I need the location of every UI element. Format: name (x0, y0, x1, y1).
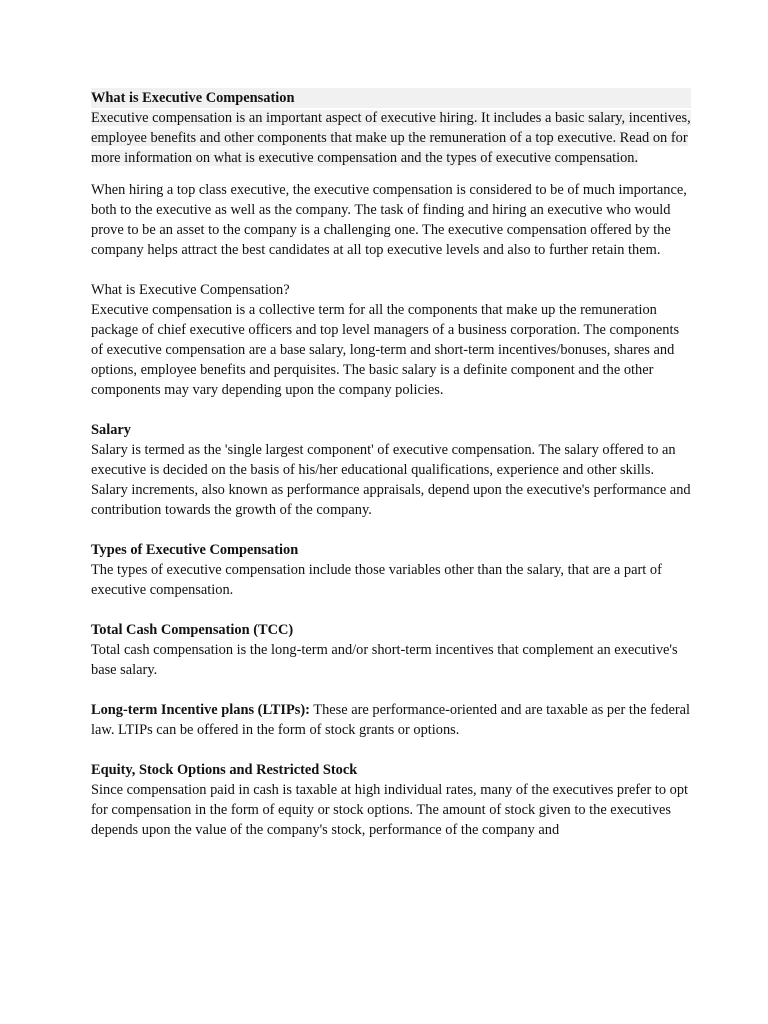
salary-section (91, 420, 691, 520)
intro-section (91, 88, 691, 168)
types-text: The types of executive compensation include those variables other than the salary, that are a part of executive compensation. (91, 562, 662, 598)
tcc-section (91, 620, 691, 680)
equity-heading: Equity, Stock Options and Restricted Stock (91, 762, 358, 778)
ltip-section (91, 700, 691, 740)
definition-section (91, 280, 691, 400)
ltip-text: These are performance-oriented and are taxable as per the federal law. LTIPs can be offered in the form of stock grants or options. (91, 702, 691, 738)
hiring-paragraph: When hiring a top class executive, the executive compensation is considered to be of much importance, both to the executive as well as the company. The task of finding and hiring an executive who would prove to be an asset to the company is a challenging one. The executive compensation offered by the company helps attract the best candidates at all top executive levels and also to further retain them. (91, 182, 687, 258)
tcc-text: Total cash compensation is the long-term and/or short-term incentives that complement an executive's base salary. (91, 642, 678, 678)
salary-heading: Salary (91, 422, 131, 438)
types-section (91, 540, 691, 600)
document-page (91, 88, 691, 840)
definition-question: What is Executive Compensation? (91, 282, 290, 298)
tcc-heading: Total Cash Compensation (TCC) (91, 622, 294, 638)
ltip-heading: Long-term Incentive plans (LTIPs): (91, 702, 310, 718)
equity-text: Since compensation paid in cash is taxable at high individual rates, many of the executives prefer to opt for compensation in the form of equity or stock options. The amount of stock given to the executives depends upon the value of the company's stock, performance of the company and (91, 782, 689, 838)
salary-text: Salary is termed as the 'single largest component' of executive compensation. The salary offered to an executive is decided on the basis of his/her educational qualifications, experience and other skills. Salary increments, also known as performance appraisals, depend upon the executive's performance and contribution towards the growth of the company. (91, 442, 691, 518)
definition-text: Executive compensation is a collective term for all the components that make up the remuneration package of chief executive officers and top level managers of a business corporation. The components of executive compensation are a base salary, long-term and short-term incentives/bonuses, shares and options, employee benefits and perquisites. The basic salary is a definite component and the other components may vary depending upon the company policies. (91, 302, 680, 398)
equity-section (91, 760, 691, 840)
types-heading: Types of Executive Compensation (91, 542, 299, 558)
intro-text: Executive compensation is an important aspect of executive hiring. It includes a basic salary, incentives, employee benefits and other components that make up the remuneration of a top executive. Read on for more information on what is executive compensation and the types of executive compensation. (91, 110, 691, 166)
intro-heading: What is Executive Compensation (91, 88, 691, 108)
